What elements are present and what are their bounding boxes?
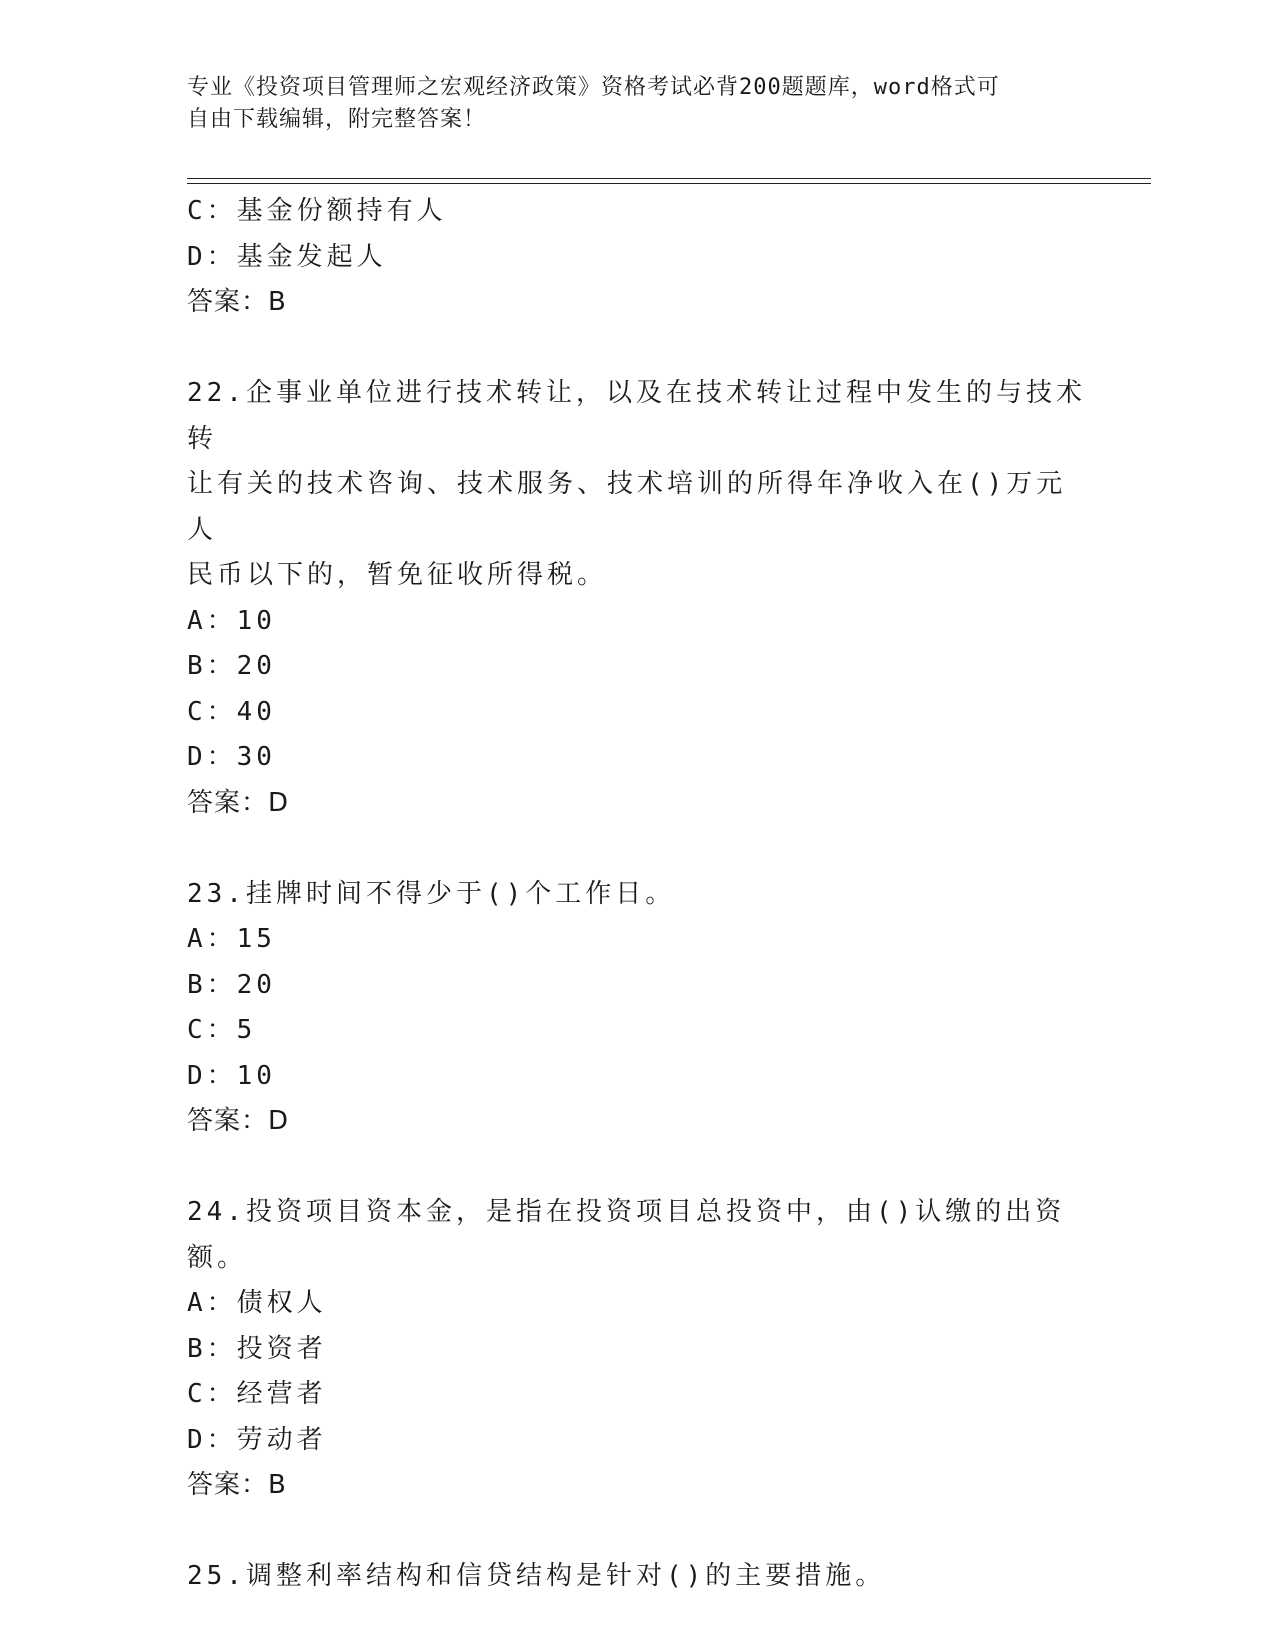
question-23 xyxy=(187,872,1087,1145)
option-b: B：20 xyxy=(187,969,276,1000)
question-22 xyxy=(187,371,1087,826)
option-c: C：5 xyxy=(187,1015,257,1045)
question-24 xyxy=(187,1190,1087,1509)
question-stem-line: 民币以下的，暂免征收所得税。 xyxy=(187,560,608,590)
option-c: C：基金份额持有人 xyxy=(187,196,447,226)
option-d: D：30 xyxy=(187,742,276,772)
option-d: D：10 xyxy=(187,1060,276,1091)
question-list xyxy=(187,189,1087,1600)
answer-line: 答案：D xyxy=(187,787,290,818)
option-a: A：10 xyxy=(187,605,276,636)
option-c: C：经营者 xyxy=(187,1379,327,1409)
question-stem-line: 23.挂牌时间不得少于()个工作日。 xyxy=(187,878,676,909)
answer-line: 答案：B xyxy=(187,287,287,317)
option-c: C：40 xyxy=(187,696,276,727)
spacer xyxy=(187,1509,1087,1555)
document-header xyxy=(187,72,1067,136)
spacer xyxy=(187,826,1087,872)
option-a: A：15 xyxy=(187,924,276,954)
question-25 xyxy=(187,1554,1087,1600)
option-d: D：劳动者 xyxy=(187,1424,327,1455)
option-b: B：20 xyxy=(187,651,276,681)
question-stem-line: 24.投资项目资本金，是指在投资项目总投资中，由()认缴的出资额。 xyxy=(187,1197,1066,1273)
header-rule-top xyxy=(187,178,1151,179)
answer-line: 答案：B xyxy=(187,1470,287,1500)
header-line-1: 专业《投资项目管理师之宏观经济政策》资格考试必背200题题库，word格式可 xyxy=(187,75,1000,100)
question-stem-line: 让有关的技术咨询、技术服务、技术培训的所得年净收入在()万元人 xyxy=(187,469,1067,545)
option-a: A：债权人 xyxy=(187,1288,327,1318)
option-d: D：基金发起人 xyxy=(187,241,387,272)
answer-line: 答案：D xyxy=(187,1106,290,1136)
option-b: B：投资者 xyxy=(187,1333,327,1364)
question-stem-line: 22.企事业单位进行技术转让，以及在技术转让过程中发生的与技术转 xyxy=(187,378,1086,454)
header-line-2: 自由下载编辑，附完整答案！ xyxy=(187,107,487,132)
question-21-continuation xyxy=(187,189,1087,326)
spacer xyxy=(187,1145,1087,1191)
header-rule-bottom xyxy=(187,183,1151,184)
question-stem-line: 25.调整利率结构和信贷结构是针对()的主要措施。 xyxy=(187,1561,886,1591)
spacer xyxy=(187,326,1087,372)
